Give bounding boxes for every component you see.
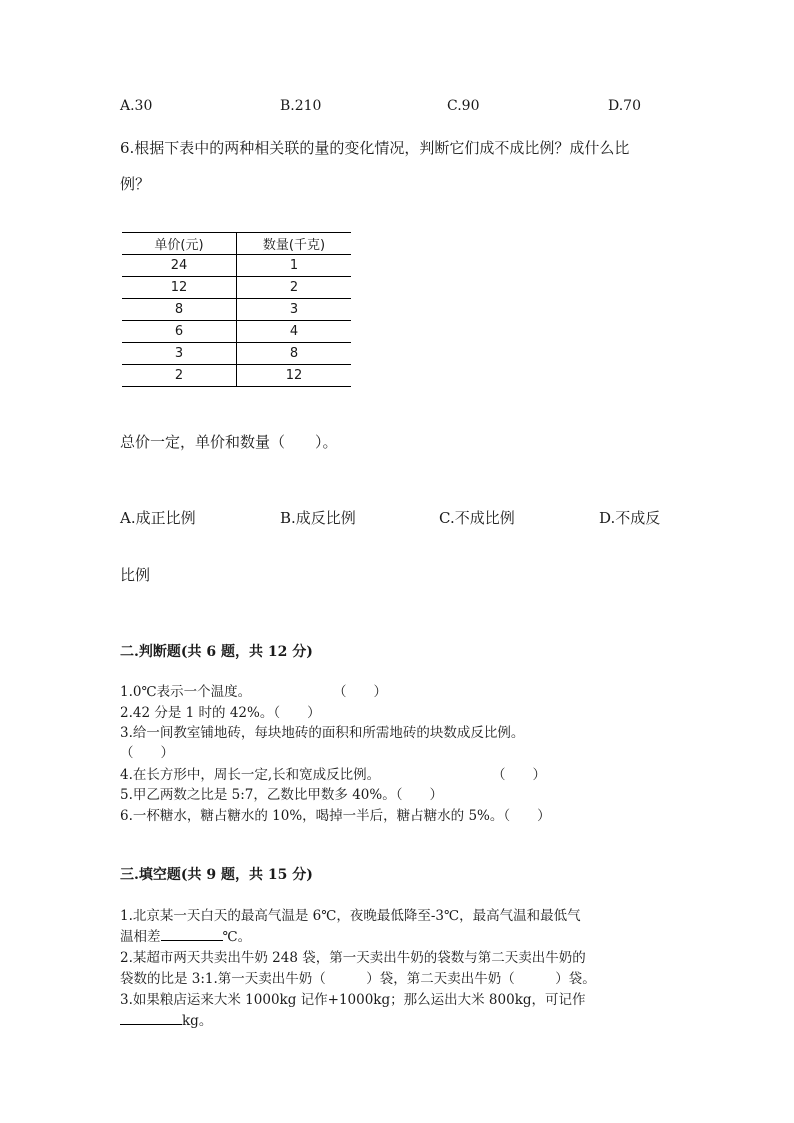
fill-q1-text: 温相差 [120, 929, 161, 945]
answer-blank: （ ） [492, 767, 546, 783]
q6-option-d: D.不成反 [599, 509, 661, 527]
table-cell: 1 [237, 255, 352, 277]
column-header: 单价(元) [122, 233, 237, 255]
table-cell: 8 [122, 299, 237, 321]
judge-item-text: 1.0℃表示一个温度。 [120, 684, 252, 700]
answer-blank: （ ） [333, 684, 387, 700]
question-6-stem: 总价一定，单价和数量（ ）。 [120, 433, 338, 451]
table-row [122, 365, 351, 387]
judge-item-3: 3.给一间教室铺地砖，每块地砖的面积和所需地砖的块数成反比例。 [120, 725, 525, 741]
table-row [122, 321, 351, 343]
fill-blank [161, 928, 223, 941]
q6-option-b: B.成反比例 [280, 509, 356, 527]
section-3-title: 三.填空题(共 9 题，共 15 分) [120, 867, 313, 883]
table-row [122, 343, 351, 365]
table-row [122, 277, 351, 299]
fill-q3-line1: 3.如果粮店运来大米 1000kg 记作+1000kg；那么运出大米 800kg，可记作 [120, 992, 586, 1008]
option-a: A.30 [120, 98, 153, 114]
column-header: 数量(千克) [237, 233, 352, 255]
judge-item-6: 6.一杯糖水，糖占糖水的 10%，喝掉一半后，糖占糖水的 5%。（ ） [120, 808, 551, 824]
fill-blank [120, 1012, 182, 1025]
judge-item-1 [120, 680, 387, 700]
question-6-line2: 例？ [120, 175, 151, 193]
judge-item-4 [120, 763, 546, 783]
option-b: B.210 [280, 98, 322, 114]
table-cell: 24 [122, 255, 237, 277]
q6-option-c: C.不成比例 [439, 509, 515, 527]
table-cell: 4 [237, 321, 352, 343]
judge-item-5: 5.甲乙两数之比是 5:7，乙数比甲数多 40%。（ ） [120, 787, 443, 803]
table-cell: 3 [237, 299, 352, 321]
table-header-row [122, 233, 351, 255]
fill-q2-line2: 袋数的比是 3:1.第一天卖出牛奶（ ）袋，第二天卖出牛奶（ ）袋。 [120, 971, 596, 987]
data-table [122, 232, 351, 387]
table-cell: 2 [237, 277, 352, 299]
option-c: C.90 [447, 98, 480, 114]
table-row [122, 299, 351, 321]
table-cell: 2 [122, 365, 237, 387]
table-cell: 8 [237, 343, 352, 365]
fill-q1-line1: 1.北京某一天白天的最高气温是 6℃，夜晚最低降至-3℃，最高气温和最低气 [120, 908, 581, 924]
section-2-title: 二.判断题(共 6 题，共 12 分) [120, 644, 313, 660]
judge-item-text: 4.在长方形中，周长一定,长和宽成反比例。 [120, 767, 381, 783]
table-cell: 6 [122, 321, 237, 343]
fill-q1-unit: ℃。 [222, 929, 252, 945]
q6-option-d-wrap: 比例 [120, 566, 151, 584]
table-cell: 3 [122, 343, 237, 365]
table-row [122, 255, 351, 277]
judge-item-3-blank: （ ） [120, 745, 174, 761]
question-6-line1: 6.根据下表中的两种相关联的量的变化情况，判断它们成不成比例？成什么比 [120, 139, 630, 157]
fill-q3-line2 [120, 1009, 212, 1029]
q6-option-a: A.成正比例 [120, 509, 196, 527]
table-cell: 12 [122, 277, 237, 299]
fill-q2-line1: 2.某超市两天共卖出牛奶 248 袋，第一天卖出牛奶的袋数与第二天卖出牛奶的 [120, 950, 586, 966]
fill-q3-unit: kg。 [182, 1013, 213, 1029]
judge-item-2: 2.42 分是 1 时的 42%。（ ） [120, 705, 321, 721]
option-d: D.70 [608, 98, 641, 114]
fill-q1-line2 [120, 925, 251, 945]
table-cell: 12 [237, 365, 352, 387]
